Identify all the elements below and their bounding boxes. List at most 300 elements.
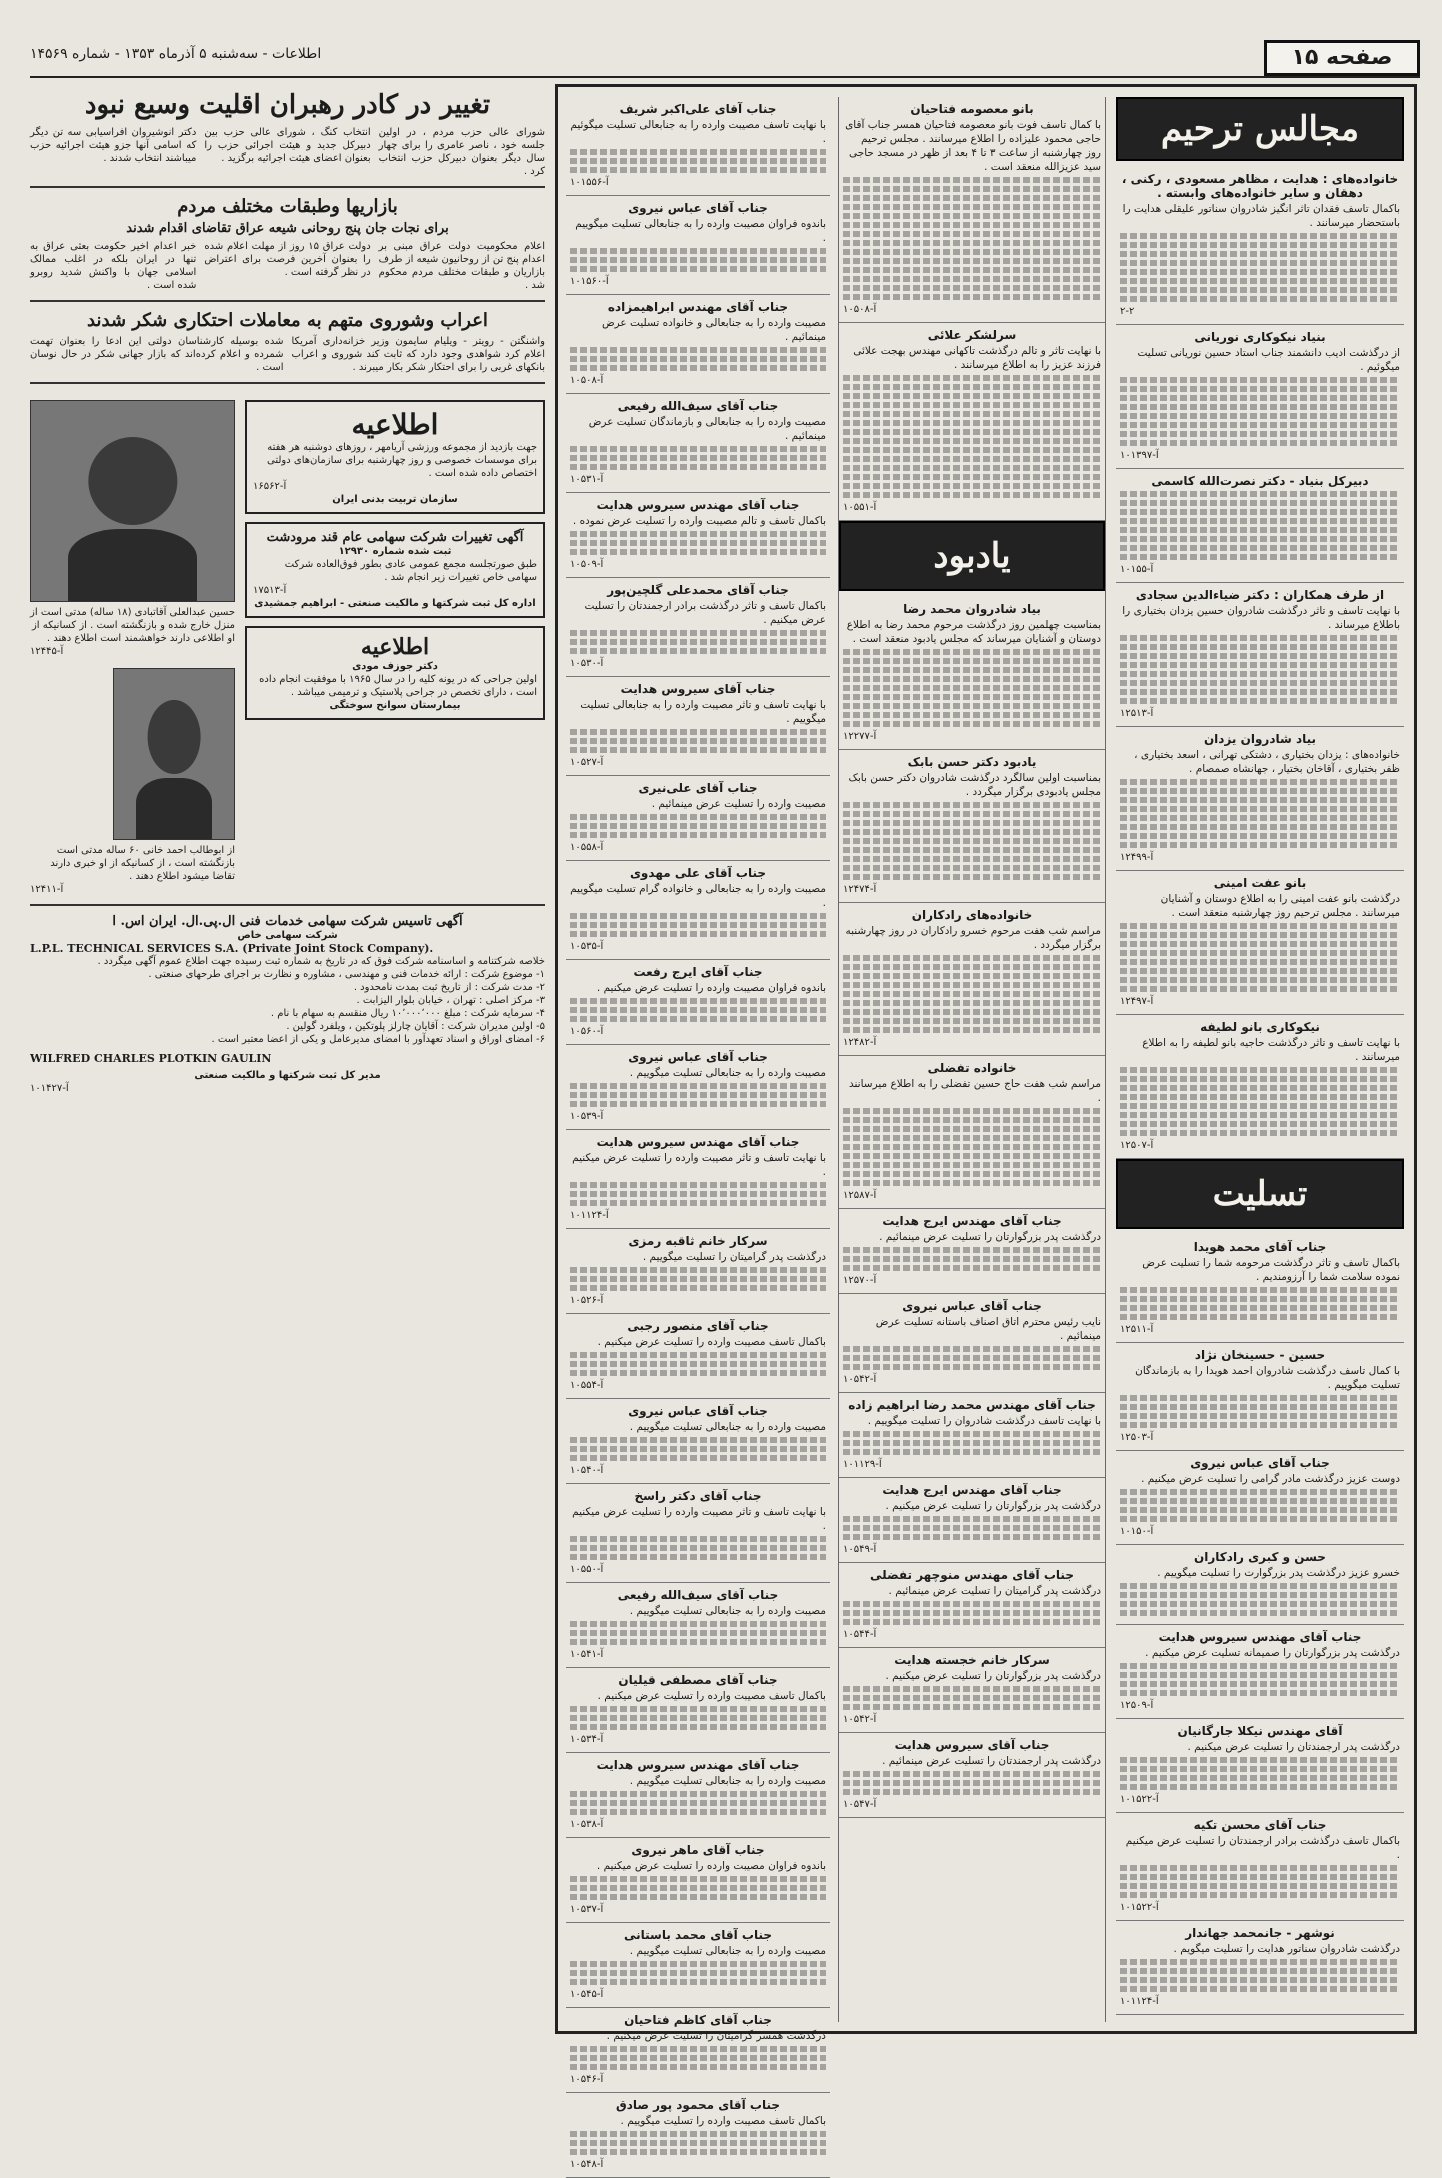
text-line	[843, 177, 1101, 183]
text-line	[570, 2046, 826, 2052]
notice-text: بمناسبت چهلمین روز درگذشت مرحوم محمد رضا به اطلاع دوستان و آشنایان میرساند که مجلس یادبود منعقد است .	[846, 619, 1101, 645]
text-line	[843, 1018, 1101, 1024]
article-paragraph: شورای عالی حزب مردم ، در اولین جلسه خود ، ناصر عامری را برای چهار سال دیگر بعنوان دبیرکل حزب انتخاب کرد .	[378, 127, 545, 177]
notice-filler-lines	[570, 2046, 826, 2070]
reg-paragraph: خلاصه شرکتنامه و اساسنامه شرکت فوق که در تاریخ به شماره ثبت رسیده جهت اطلاع عموم آگهی میگردد .	[97, 956, 545, 967]
notice-filler-lines	[570, 446, 826, 470]
divider	[30, 904, 545, 906]
notice-item	[566, 1045, 830, 1130]
text-line	[1120, 278, 1400, 284]
text-line	[843, 1771, 1101, 1777]
text-line	[843, 294, 1101, 300]
notice-code: آ-۱۰۱۵۲۲	[1120, 1902, 1159, 1913]
text-line	[570, 2055, 826, 2061]
notice-title: جناب آقای سیروس هدایت	[894, 1738, 1050, 1752]
notice-code: آ-۱۲۴۷۴	[843, 884, 877, 895]
notice-title: جناب آقای مهندس ایرج هدایت	[882, 1483, 1062, 1497]
text-line	[570, 1276, 826, 1282]
notice-item	[1116, 1719, 1404, 1813]
text-line	[570, 729, 826, 735]
photo1-code: آ-۱۲۴۴۵	[30, 646, 64, 657]
notice-code: آ-۱۰۱۵۰	[1120, 1526, 1154, 1537]
notice-title: خانواده‌های : هدایت ، مظاهر مسعودی ، رکنی ، دهقان و سایر خانواده‌های وابسته .	[1121, 172, 1399, 200]
notice-code: آ-۱۰۵۴۲	[843, 1374, 877, 1385]
reg-signatories: WILFRED CHARLES PLOTKIN GAULIN	[30, 1052, 272, 1065]
text-line	[1120, 1874, 1400, 1880]
text-line	[843, 1180, 1101, 1186]
notice-title: جناب آقای مهندس ایرج هدایت	[882, 1214, 1062, 1228]
notice-title: جناب آقای مهندس سیروس هدایت	[596, 1758, 800, 1772]
notice-title: یادبود دکتر حسن بابک	[907, 755, 1037, 769]
text-line	[570, 1809, 826, 1815]
notice-item	[566, 1668, 830, 1753]
notice-item	[566, 2008, 830, 2093]
text-line	[1120, 1287, 1400, 1293]
text-line	[843, 195, 1101, 201]
text-line	[570, 630, 826, 636]
notice-text: باکمال تاسف و تالم مصیبت وارده را تسلیت عرض نموده .	[572, 515, 826, 527]
text-line	[1120, 1601, 1400, 1607]
notice-code: آ-۱۰۵۴۱	[570, 1649, 604, 1660]
notice-text: نایب رئیس محترم اتاق اصناف باستانه تسلیت عرض مینمائیم .	[875, 1316, 1101, 1342]
reg-paragraph: ۲- مدت شرکت : از تاریخ ثبت بمدت نامحدود .	[353, 982, 545, 993]
notice-item	[566, 1399, 830, 1484]
text-line	[843, 204, 1101, 210]
text-line	[1120, 1766, 1400, 1772]
notice-filler-lines	[570, 2131, 826, 2155]
text-line	[1120, 296, 1400, 302]
notice-title: جناب آقای محمد هویدا	[1193, 1240, 1327, 1254]
text-line	[843, 375, 1101, 381]
text-line	[1120, 1085, 1400, 1091]
notice-item	[1116, 1015, 1404, 1159]
text-line	[1120, 950, 1400, 956]
text-line	[570, 1200, 826, 1206]
notice-title: خانواده‌های رادکاران	[911, 908, 1033, 922]
notice-code: ۲-۲	[1120, 306, 1135, 317]
notice-title: جناب آقای محمد باستانی	[623, 1928, 773, 1942]
text-line	[843, 658, 1101, 664]
notice-code: آ-۱۰۵۴۹	[843, 1544, 877, 1555]
notice-text: باکمال تاسف درگذشت برادر ارجمندتان را تسلیت عرض میکنیم .	[1125, 1835, 1400, 1861]
notice-code: آ-۱۰۵۳۹	[570, 1111, 604, 1122]
notice-item	[566, 1130, 830, 1229]
notice-code: آ-۱۰۵۵۴	[570, 1380, 604, 1391]
notice-code: آ-۱۰۱۱۲۹	[843, 1459, 882, 1470]
notice-item	[1116, 1625, 1404, 1719]
text-line	[570, 1800, 826, 1806]
portrait-body	[68, 529, 198, 601]
text-line	[1120, 377, 1400, 383]
text-line	[843, 429, 1101, 435]
notice-filler-lines	[1120, 1583, 1400, 1616]
text-line	[843, 438, 1101, 444]
text-line	[1120, 644, 1400, 650]
text-line	[570, 1455, 826, 1461]
notice-title: سرلشکر علائی	[927, 328, 1017, 342]
notice-item	[566, 97, 830, 196]
notice-text: با نهایت تاسف و تاثر درگذشت حاجیه بانو لطیفه را به اطلاع میرسانند .	[1142, 1037, 1400, 1063]
notice-title: دبیرکل بنیاد - دکتر نصرت‌الله کاسمی	[1151, 474, 1369, 488]
notice-text: مصیبت وارده را به جنابعالی و خانواده تسلیت عرض مینمائیم .	[601, 317, 826, 343]
text-line	[843, 1346, 1101, 1352]
text-line	[843, 649, 1101, 655]
page-number: صفحه ۱۵	[1264, 40, 1420, 76]
notice-title: جناب آقای سیف‌الله رفیعی	[617, 1588, 779, 1602]
notice-item	[1116, 1921, 1404, 2015]
notice-item	[839, 903, 1105, 1056]
notice-title: جناب آقای منصور رجبی	[627, 1319, 769, 1333]
missing-person-photo-2	[113, 668, 235, 840]
text-line	[1120, 1489, 1400, 1495]
sugar-company-ad	[245, 522, 545, 618]
notice-text: باکمال تاسف و تاثر درگذشت مرحومه شما را تسلیت عرض نموده سلامت شما را آرزومندیم .	[1142, 1257, 1400, 1283]
notice-code: آ-۱۰۵۴۷	[843, 1799, 877, 1810]
text-line	[843, 1144, 1101, 1150]
text-line	[570, 2140, 826, 2146]
notice-text: درگذشت پدر ارجمندتان را تسلیت عرض مینمائیم .	[882, 1755, 1101, 1767]
notice-item	[566, 677, 830, 776]
notice-text: مصیبت وارده را به جنابعالی تسلیت میگوییم .	[629, 1605, 826, 1617]
notice-title: جناب آقای عباس نیروی	[628, 201, 768, 215]
article-sugar	[30, 335, 545, 374]
text-line	[1120, 1498, 1400, 1504]
text-line	[570, 2131, 826, 2137]
notice-title: جناب آقای علی مهدوی	[629, 866, 767, 880]
text-line	[1120, 1296, 1400, 1302]
text-line	[843, 847, 1101, 853]
text-line	[1120, 1883, 1400, 1889]
text-line	[843, 1525, 1101, 1531]
reg-code: آ-۱۰۱۴۲۷	[30, 1083, 69, 1094]
notice-title: خانواده تفضلی	[927, 1061, 1017, 1075]
text-line	[1120, 527, 1400, 533]
text-line	[1120, 1592, 1400, 1598]
notice-filler-lines	[570, 1536, 826, 1560]
notice-text: با نهایت تاسف درگذشت شادروان را تسلیت میگوییم .	[867, 1415, 1101, 1427]
section-banner-condolences: مجالس ترحیم	[1116, 97, 1404, 161]
notice-text: با نهایت تاسف و تاثر درگذشت شادروان حسین یزدان بختیاری را باطلاع میرساند .	[1122, 605, 1400, 631]
notice-text: مراسم شب هفت حاج حسین تفضلی را به اطلاع میرسانند .	[848, 1078, 1101, 1104]
text-line	[1120, 500, 1400, 506]
text-line	[843, 1162, 1101, 1168]
notice-filler-lines	[570, 729, 826, 753]
missing-person-photo	[30, 400, 235, 602]
text-line	[1120, 404, 1400, 410]
text-line	[843, 703, 1101, 709]
notice-title: حسن و کبری رادکاران	[1194, 1550, 1326, 1564]
section-banner-sympathy: تسلیت	[1116, 1159, 1404, 1229]
ad-code: آ-۱۷۵۱۳	[253, 585, 287, 596]
notice-code: آ-۱۰۵۲۷	[570, 757, 604, 768]
text-line	[1120, 287, 1400, 293]
article-paragraph: اعلام محکومیت دولت عراق مبنی بر اعدام پنج تن از روحانیون شیعه از طرف بازاریان و طبقات مختلف مردم محکوم شد .	[378, 241, 545, 291]
text-line	[570, 832, 826, 838]
text-line	[1120, 413, 1400, 419]
notice-filler-lines	[1120, 491, 1400, 560]
notice-code: آ-۱۲۵۰۷	[1120, 1140, 1154, 1151]
notice2-title: اطلاعیه	[360, 634, 430, 660]
notice-filler-lines	[1120, 233, 1400, 302]
notice-text: باندوه فراوان مصیبت وارده را تسلیت عرض میکنیم .	[596, 982, 826, 994]
notice-text: خسرو عزیز درگذشت پدر بزرگوارت را تسلیت میگوییم .	[1157, 1567, 1400, 1579]
article-paragraph: دکتر انوشیروان افراسیابی سه تن دیگر که اسامی آنها جزو هیئت اجرائیه حزب میباشند انتخاب شدند .	[30, 127, 197, 164]
text-line	[1120, 251, 1400, 257]
notice2-sign: بیمارستان سوانح سوختگی	[329, 700, 461, 711]
text-line	[843, 829, 1101, 835]
notice-title: جناب آقای محسن تکیه	[1193, 1818, 1327, 1832]
divider	[30, 186, 545, 188]
reg-subtitle: شرکت سهامی خاص	[237, 930, 338, 941]
notice-code: آ-۱۰۵۳۷	[570, 1904, 604, 1915]
text-line	[843, 1135, 1101, 1141]
notice-filler-lines	[570, 1352, 826, 1376]
notice-filler-lines	[570, 1706, 826, 1730]
notice-text: باکمال تاسف فقدان تاثر انگیز شادروان سناتور علیقلی هدایت را باستحضار میرسانند .	[1122, 203, 1400, 229]
ad-sign: اداره کل ثبت شرکتها و مالکیت صنعتی - ابراهیم جمشیدی	[254, 598, 536, 609]
text-line	[1120, 1775, 1400, 1781]
notice-filler-lines	[570, 1791, 826, 1815]
notice-text: مصیبت وارده را تسلیت عرض مینمائیم .	[651, 798, 826, 810]
notice-title: بیاد شادروان یزدان	[1203, 732, 1317, 746]
notice-item	[1116, 1343, 1404, 1451]
text-line	[843, 721, 1101, 727]
notice-text: درگذشت پدر گرامیتان را تسلیت عرض مینمائیم .	[888, 1585, 1101, 1597]
text-line	[570, 1092, 826, 1098]
notice-title: جناب آقای مهندس ابراهیمزاده	[607, 300, 789, 314]
article-paragraph: انتخاب کنگ ، شورای عالی حزب بین دبیرکل جدید و هیئت اجرائی حزب را بعنوان اعضای هیئت اجرائیه برگزید .	[204, 127, 371, 164]
text-line	[570, 1361, 826, 1367]
notice-filler-lines	[1120, 377, 1400, 446]
text-line	[843, 186, 1101, 192]
notice-filler-lines	[1120, 779, 1400, 848]
text-line	[570, 1979, 826, 1985]
text-line	[570, 1182, 826, 1188]
text-line	[843, 411, 1101, 417]
text-line	[1120, 491, 1400, 497]
text-line	[570, 1876, 826, 1882]
notice-title: سرکار خانم خجسته هدایت	[894, 1653, 1050, 1667]
text-line	[570, 158, 826, 164]
notice-item	[839, 1733, 1105, 1818]
notice-text: مصیبت وارده را به جنابعالی تسلیت میگوییم .	[629, 1421, 826, 1433]
text-line	[843, 447, 1101, 453]
text-line	[843, 676, 1101, 682]
text-line	[570, 2149, 826, 2155]
notice-code: آ-۱۲۵۷۰	[843, 1275, 877, 1286]
text-line	[1120, 269, 1400, 275]
notice-title: از طرف همکاران : دکتر ضیاءالدین سجادی	[1135, 588, 1385, 602]
column-b	[838, 97, 1106, 2022]
text-line	[570, 998, 826, 1004]
notice-text: با نهایت تاثر و تالم درگذشت تاکهانی مهندس بهجت علائی فرزند عزیز را به اطلاع میرسانند .	[853, 345, 1101, 371]
notice-text: با کمال تاسف فوت بانو معصومه فتاحیان همسر جناب آقای حاجی محمود علیزاده را اطلاع میرسانند . مجلس ترحیم روز چهارشنبه از ساعت ۳ تا ۴ بعد از ظهر در مسجد حاجی سید عزیزالله منعقد است .	[845, 119, 1101, 173]
notice-filler-lines	[570, 630, 826, 654]
notice-filler-lines	[1120, 1067, 1400, 1136]
text-line	[570, 356, 826, 362]
text-line	[570, 1630, 826, 1636]
notice-item	[566, 1838, 830, 1923]
notice-text: مصیبت وارده را به جنابعالی تسلیت میگوییم .	[629, 1945, 826, 1957]
notice-filler-lines	[570, 814, 826, 838]
notice-item	[839, 97, 1105, 323]
notice-filler-lines	[570, 998, 826, 1022]
text-line	[843, 258, 1101, 264]
notice-code: آ-۱۰۱۱۲۴	[1120, 1996, 1159, 2007]
text-line	[570, 747, 826, 753]
notice-code: آ-۱۰۱۵۵۶	[570, 177, 609, 188]
notice-text: درگذشت بانو عفت امینی را به اطلاع دوستان و آشنایان میرسانند . مجلس ترحیم روز چهارشنبه منعقد است .	[1160, 893, 1400, 919]
text-line	[843, 231, 1101, 237]
text-line	[843, 492, 1101, 498]
notice-text: درگذشت پدر بزرگوارتان را تسلیت عرض مینمائیم .	[879, 1231, 1101, 1243]
notice-title: بانو عفت امینی	[1213, 876, 1307, 890]
text-line	[1120, 1892, 1400, 1898]
notice-filler-lines	[1120, 1489, 1400, 1522]
text-line	[1120, 968, 1400, 974]
text-line	[843, 240, 1101, 246]
reg-sign: مدیر کل ثبت شرکتها و مالکیت صنعتی	[194, 1070, 381, 1081]
text-line	[570, 167, 826, 173]
notice-code: آ-۱۲۵۱۱	[1120, 1324, 1154, 1335]
text-line	[843, 1440, 1101, 1446]
text-line	[1120, 1690, 1400, 1696]
text-line	[843, 285, 1101, 291]
notice-code: آ-۱۰۵۴۲	[843, 1714, 877, 1725]
text-line	[843, 474, 1101, 480]
text-line	[570, 1621, 826, 1627]
text-line	[843, 1108, 1101, 1114]
text-line	[843, 1256, 1101, 1262]
text-line	[843, 1117, 1101, 1123]
notice-title: جناب آقای مهندس محمد رضا ابراهیم زاده	[848, 1398, 1096, 1412]
text-line	[843, 384, 1101, 390]
text-line	[1120, 788, 1400, 794]
notice-item	[839, 323, 1105, 521]
notices-column	[245, 392, 545, 896]
obituaries-area	[555, 84, 1417, 2170]
notice-title: جناب آقای عباس نیروی	[628, 1404, 768, 1418]
reg-paragraph: ۳- مرکز اصلی : تهران ، خیابان بلوار الیزابت .	[356, 995, 545, 1006]
article-paragraph: خبر اعدام اخیر حکومت بعثی عراق به تنها در ایران بلکه در اغلب ممالک اسلامی جهان با واکنش شدید روبرو شده است .	[30, 241, 197, 291]
notice-item	[839, 750, 1105, 903]
notice-item	[566, 1923, 830, 2008]
text-line	[843, 1695, 1101, 1701]
notice-filler-lines	[570, 1267, 826, 1291]
text-line	[570, 738, 826, 744]
text-line	[1120, 680, 1400, 686]
section-banner-memorial: یادبود	[839, 521, 1105, 591]
notice-text: با کمال تاسف درگذشت شادروان احمد هویدا را به بازماندگان تسلیت میگوییم .	[1135, 1365, 1400, 1391]
text-line	[843, 694, 1101, 700]
top-bar	[30, 36, 1420, 78]
text-line	[570, 913, 826, 919]
text-line	[1120, 1610, 1400, 1616]
text-line	[570, 1101, 826, 1107]
text-line	[570, 1536, 826, 1542]
notice-text: با نهایت تاسف و تاثر مصیبت وارده را تسلیت عرض میکنیم .	[572, 1506, 826, 1532]
notice-code: آ-۱۰۵۰۹	[570, 559, 604, 570]
text-line	[843, 1126, 1101, 1132]
text-line	[843, 483, 1101, 489]
text-line	[843, 811, 1101, 817]
notice-filler-lines	[1120, 1959, 1400, 1992]
text-line	[1120, 1067, 1400, 1073]
text-line	[570, 814, 826, 820]
text-line	[570, 455, 826, 461]
notice-item	[566, 196, 830, 295]
notice-item	[566, 1314, 830, 1399]
notice-text: از درگذشت ادیب دانشمند جناب استاد حسین نوریانی تسلیت میگوئیم .	[1137, 347, 1400, 373]
notice-code: آ-۱۰۵۳۰	[570, 658, 604, 669]
notice-title: حسین - حسینخان نژاد	[1194, 1348, 1326, 1362]
text-line	[1120, 662, 1400, 668]
notice-code: آ-۱۰۱۵۵	[1120, 564, 1154, 575]
notice-code: آ-۱۰۵۳۱	[570, 474, 604, 485]
text-line	[1120, 1663, 1400, 1669]
notice-item	[839, 1294, 1105, 1393]
text-line	[843, 1601, 1101, 1607]
notice-filler-lines	[570, 1182, 826, 1206]
notice-code: آ-۱۰۵۴۸	[570, 2159, 604, 2170]
text-line	[570, 1016, 826, 1022]
notice-item	[566, 1753, 830, 1838]
notice-text: درگذشت پدر ارجمندتان را تسلیت عرض میکنیم .	[1187, 1741, 1400, 1753]
news-area	[30, 84, 545, 2034]
text-line	[570, 639, 826, 645]
text-line	[570, 257, 826, 263]
notice-item	[566, 578, 830, 677]
notice-filler-lines	[1120, 1757, 1400, 1790]
notice-text: باکمال تاسف مصیبت وارده را تسلیت میگوییم .	[620, 2115, 826, 2127]
notice-item	[566, 1229, 830, 1314]
text-line	[843, 712, 1101, 718]
text-line	[843, 856, 1101, 862]
text-line	[843, 1000, 1101, 1006]
text-line	[570, 446, 826, 452]
text-line	[1120, 1959, 1400, 1965]
notice-title: اطلاعیه	[351, 408, 439, 441]
text-line	[843, 1265, 1101, 1271]
notice-filler-lines	[1120, 1287, 1400, 1320]
notice-title: سرکار خانم ثاقبه رمزی	[628, 1234, 768, 1248]
notice-text: درگذشت پدر گرامیتان را تسلیت میگوییم .	[642, 1251, 826, 1263]
text-line	[1120, 842, 1400, 848]
notice-title: جناب آقای مصطفی قیلیان	[618, 1673, 778, 1687]
text-line	[570, 1724, 826, 1730]
notice-item	[566, 1484, 830, 1583]
portrait-face	[88, 437, 177, 525]
text-line	[1120, 833, 1400, 839]
notice-code: آ-۱۰۵۳۴	[570, 1734, 604, 1745]
text-line	[1120, 1130, 1400, 1136]
notice-title: جناب آقای محمود پور صادق	[615, 2098, 781, 2112]
notice-filler-lines	[843, 802, 1101, 880]
notice-filler-lines	[570, 248, 826, 272]
text-line	[843, 685, 1101, 691]
text-line	[570, 347, 826, 353]
text-line	[570, 1083, 826, 1089]
doctor-notice	[245, 626, 545, 720]
text-line	[570, 1791, 826, 1797]
notice-filler-lines	[570, 531, 826, 555]
notice-item	[566, 960, 830, 1045]
notice-item	[1116, 1545, 1404, 1625]
notice-code: آ-۱۰۵۶۰	[570, 1026, 604, 1037]
text-line	[1120, 653, 1400, 659]
notice-code: آ-۱۲۴۹۷	[1120, 996, 1154, 1007]
notice-title: جناب آقای سیف‌الله رفیعی	[617, 399, 779, 413]
